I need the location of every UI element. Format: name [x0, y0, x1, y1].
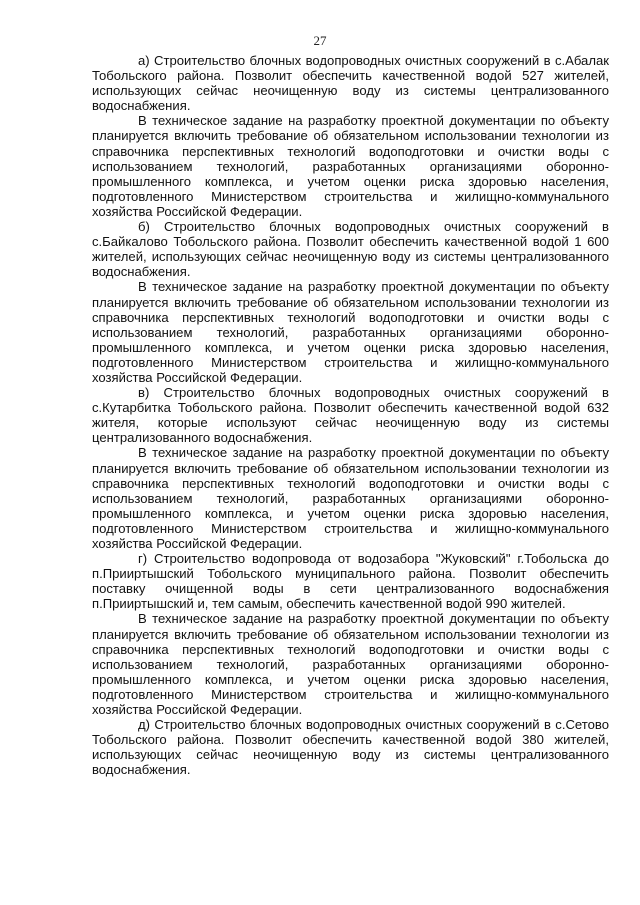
- page-number: 27: [313, 33, 327, 48]
- paragraph-requirements: В техническое задание на разработку проектной документации по объекту планируется включить требование об обязательном использовании технологии из справочника перспективных технологий водоподготовки и очистки воды с использованием технологий, разработанных организациями оборонно-промышленного комплекса, и учетом оценки риска здоровью населения, подготовленного Министерством строительства и жилищно-коммунального хозяйства Российской Федерации.: [92, 445, 609, 551]
- paragraph-item-d: д) Строительство блочных водопроводных очистных сооружений в с.Сетово Тобольского района. Позволит обеспечить качественной водой 380 жителей, использующих сейчас неочищенную воду из системы централизованного водоснабжения.: [92, 717, 609, 778]
- paragraph-requirements: В техническое задание на разработку проектной документации по объекту планируется включить требование об обязательном использовании технологии из справочника перспективных технологий водоподготовки и очистки воды с использованием технологий, разработанных организациями оборонно-промышленного комплекса, и учетом оценки риска здоровью населения, подготовленного Министерством строительства и жилищно-коммунального хозяйства Российской Федерации.: [92, 113, 609, 219]
- paragraph-item-a: а) Строительство блочных водопроводных очистных сооружений в с.Абалак Тобольского района. Позволит обеспечить качественной водой 527 жителей, использующих сейчас неочищенную воду из системы централизованного водоснабжения.: [92, 53, 609, 114]
- paragraph-requirements: В техническое задание на разработку проектной документации по объекту планируется включить требование об обязательном использовании технологии из справочника перспективных технологий водоподготовки и очистки воды с использованием технологий, разработанных организациями оборонно-промышленного комплекса, и учетом оценки риска здоровью населения, подготовленного Министерством строительства и жилищно-коммунального хозяйства Российской Федерации.: [92, 279, 609, 385]
- paragraph-item-b: б) Строительство блочных водопроводных очистных сооружений в с.Байкалово Тобольского района. Позволит обеспечить качественной водой 1 600 жителей, использующих сейчас неочищенную воду из системы централизованного водоснабжения.: [92, 219, 609, 280]
- document-body: [92, 53, 609, 778]
- paragraph-item-g: г) Строительство водопровода от водозабора "Жуковский" г.Тобольска до п.Прииртышский Тобольского муниципального района. Позволит обеспечить поставку очищенной воды в сети централизованного водоснабжения п.Прииртышский и, тем самым, обеспечить качественной водой 990 жителей.: [92, 551, 609, 612]
- paragraph-requirements: В техническое задание на разработку проектной документации по объекту планируется включить требование об обязательном использовании технологии из справочника перспективных технологий водоподготовки и очистки воды с использованием технологий, разработанных организациями оборонно-промышленного комплекса, и учетом оценки риска здоровью населения, подготовленного Министерством строительства и жилищно-коммунального хозяйства Российской Федерации.: [92, 611, 609, 718]
- paragraph-item-v: в) Строительство блочных водопроводных очистных сооружений в с.Кутарбитка Тобольского района. Позволит обеспечить качественной водой 632 жителя, которые используют сейчас неочищенную воду из системы централизованного водоснабжения.: [92, 385, 609, 446]
